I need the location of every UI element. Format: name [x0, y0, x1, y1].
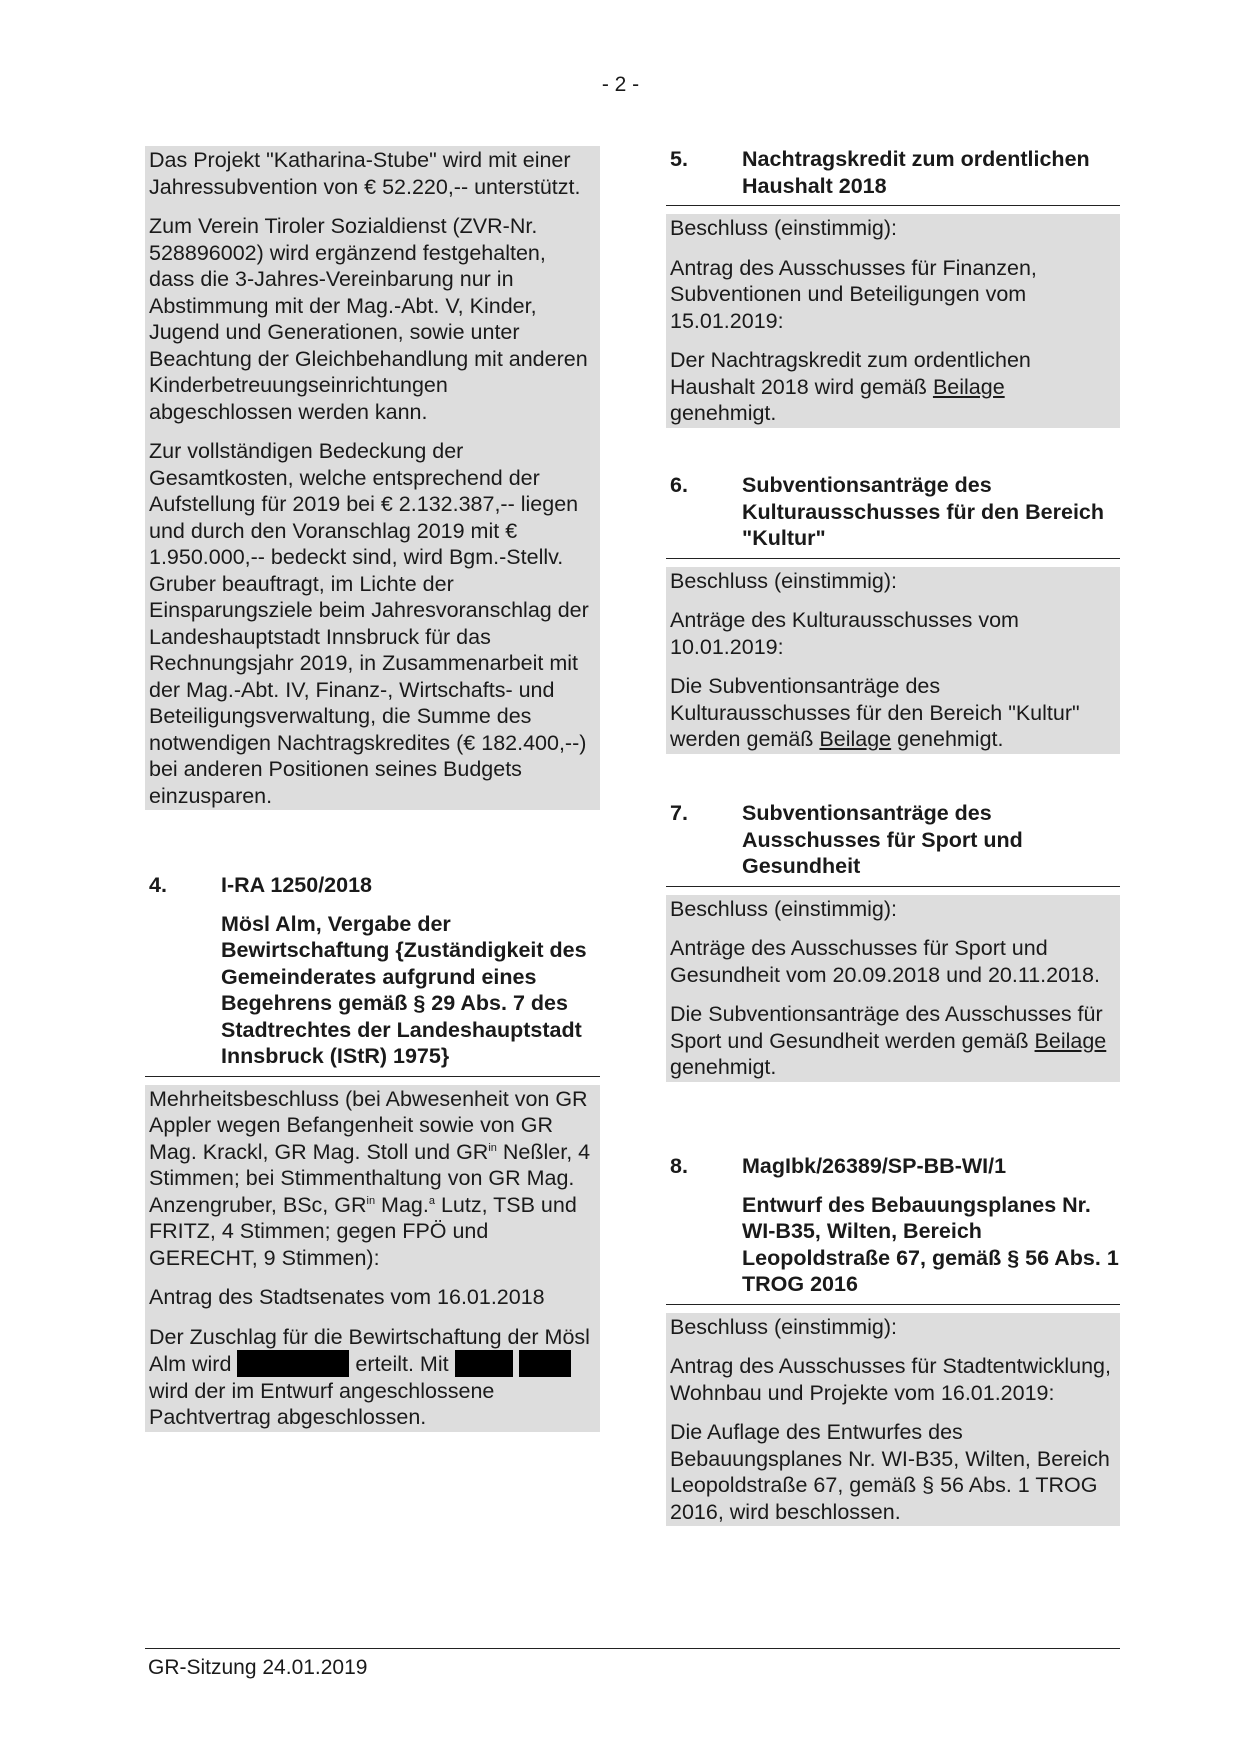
item-reference: I-RA 1250/2018	[221, 873, 372, 897]
attachment-link[interactable]: Beilage	[819, 727, 892, 751]
item-number: 5.	[670, 147, 688, 171]
agenda-item-6	[666, 472, 1120, 754]
resolution-block	[666, 214, 1120, 428]
agenda-item-4	[145, 872, 600, 1432]
item-title: Subventionsanträge des Kulturausschusses für den Bereich "Kultur"	[742, 473, 1105, 550]
item-heading	[666, 1153, 1120, 1305]
redaction-box	[455, 1350, 513, 1377]
resolution-block	[666, 1313, 1120, 1527]
motion: Anträge des Ausschusses für Sport und Gesundheit vom 20.09.2018 und 20.11.2018.	[670, 936, 1100, 987]
left-column	[145, 146, 600, 810]
motion: Antrag des Ausschusses für Stadtentwicklung, Wohnbau und Projekte vom 16.01.2019:	[670, 1354, 1111, 1405]
resolution-text: Die Subventionsanträge des Kulturausschusses für den Bereich "Kultur" werden gemäß Beilage genehmigt.	[670, 674, 1080, 751]
footer-text: GR-Sitzung 24.01.2019	[148, 1656, 368, 1679]
motion: Antrag des Ausschusses für Finanzen, Subventionen und Beteiligungen vom 15.01.2019:	[670, 255, 1037, 333]
agenda-item-5	[666, 146, 1120, 428]
resolution-type: Beschluss (einstimmig):	[670, 568, 897, 593]
attachment-link[interactable]: Beilage	[932, 374, 1005, 399]
item-heading	[145, 872, 600, 1077]
motion: Antrag des Stadtsenates vom 16.01.2018	[149, 1285, 545, 1309]
agenda-item-7	[666, 800, 1120, 1082]
resolution-text: Der Nachtragskredit zum ordentlichen Haushalt 2018 wird gemäß Beilage genehmigt.	[670, 348, 1031, 425]
carryover-block	[145, 146, 600, 810]
item-number: 8.	[670, 1154, 688, 1178]
redaction-box	[237, 1350, 349, 1377]
item-reference: MagIbk/26389/SP-BB-WI/1	[742, 1154, 1007, 1178]
resolution-block	[666, 895, 1120, 1082]
vote-statement: Mehrheitsbeschluss (bei Abwesenheit von GR Appler wegen Befangenheit sowie von GR Mag. Krackl, GR Mag. Stoll und $GR^{in}$ Neßler, 4 Stimmen; bei Stimmenthaltung von GR Mag. Anzengruber, BSc, $GR^{in}$ Mag.$^a$ Lutz, TSB und FRITZ, 4 Stimmen; gegen FPÖ und GERECHT, 9 Stimmen):	[149, 1086, 591, 1270]
resolution-block	[145, 1085, 600, 1432]
footer-divider	[145, 1648, 1120, 1649]
item-title: Entwurf des Bebauungsplanes Nr. WI-B35, Wilten, Bereich Leopoldstraße 67, gemäß § 56 Abs. 1 TROG 2016	[742, 1192, 1119, 1296]
resolution-block	[666, 567, 1120, 754]
resolution-text: Die Subventionsanträge des Ausschusses für Sport und Gesundheit werden gemäß Beilage genehmigt.	[670, 1002, 1107, 1079]
redaction-box	[519, 1350, 571, 1377]
item-number: 7.	[670, 801, 688, 825]
item-heading	[666, 800, 1120, 887]
attachment-link[interactable]: Beilage	[1034, 1028, 1107, 1053]
resolution-text: Der Zuschlag für die Bewirtschaftung der Mösl Alm wird erteilt. Mit wird der im Entwurf angeschlossene Pachtvertrag abgeschlossen.	[149, 1324, 590, 1429]
motion: Anträge des Kulturausschusses vom 10.01.2019:	[670, 608, 1019, 659]
item-number: 4.	[149, 873, 167, 897]
agenda-item-8	[666, 1153, 1120, 1526]
resolution-type: Beschluss (einstimmig):	[670, 1314, 897, 1339]
item-title: Mösl Alm, Vergabe der Bewirtschaftung {Zuständigkeit des Gemeinderates aufgrund eines Begehrens gemäß § 29 Abs. 7 des Stadtrechtes der Landeshauptstadt Innsbruck (IStR) 1975}	[221, 911, 587, 1068]
paragraph: Zum Verein Tiroler Sozialdienst (ZVR-Nr. 528896002) wird ergänzend festgehalten, dass die 3-Jahres-Vereinbarung nur in Abstimmung mit der Mag.-Abt. V, Kinder, Jugend und Generationen, sowie unter Beachtung der Gleichbehandlung mit anderen Kinderbetreuungseinrichtungen abgeschlossen werden kann.	[149, 214, 588, 424]
resolution-text: Die Auflage des Entwurfes des Bebauungsplanes Nr. WI-B35, Wilten, Bereich Leopoldstraße 67, gemäß § 56 Abs. 1 TROG 2016, wird beschlossen.	[670, 1420, 1110, 1524]
item-title: Subventionsanträge des Ausschusses für Sport und Gesundheit	[742, 801, 1023, 878]
paragraph: Das Projekt "Katharina-Stube" wird mit einer Jahressubvention von € 52.220,-- unterstützt.	[149, 148, 581, 199]
resolution-type: Beschluss (einstimmig):	[670, 216, 897, 240]
item-number: 6.	[670, 473, 688, 497]
item-heading	[666, 472, 1120, 559]
page-number: - 2 -	[601, 73, 640, 96]
item-title: Nachtragskredit zum ordentlichen Haushalt 2018	[742, 147, 1090, 198]
resolution-type: Beschluss (einstimmig):	[670, 896, 897, 921]
item-heading	[666, 146, 1120, 206]
paragraph: Zur vollständigen Bedeckung der Gesamtkosten, welche entsprechend der Aufstellung für 2019 bei € 2.132.387,-- liegen und durch den Voranschlag 2019 mit € 1.950.000,-- bedeckt sind, wird Bgm.-Stellv. Gruber beauftragt, im Lichte der Einsparungsziele beim Jahresvoranschlag der Landeshauptstadt Innsbruck für das Rechnungsjahr 2019, in Zusammenarbeit mit der Mag.-Abt. IV, Finanz-, Wirtschafts- und Beteiligungsverwaltung, die Summe des notwendigen Nachtragskredites (€ 182.400,--) bei anderen Positionen seines Budgets einzusparen.	[149, 439, 589, 808]
